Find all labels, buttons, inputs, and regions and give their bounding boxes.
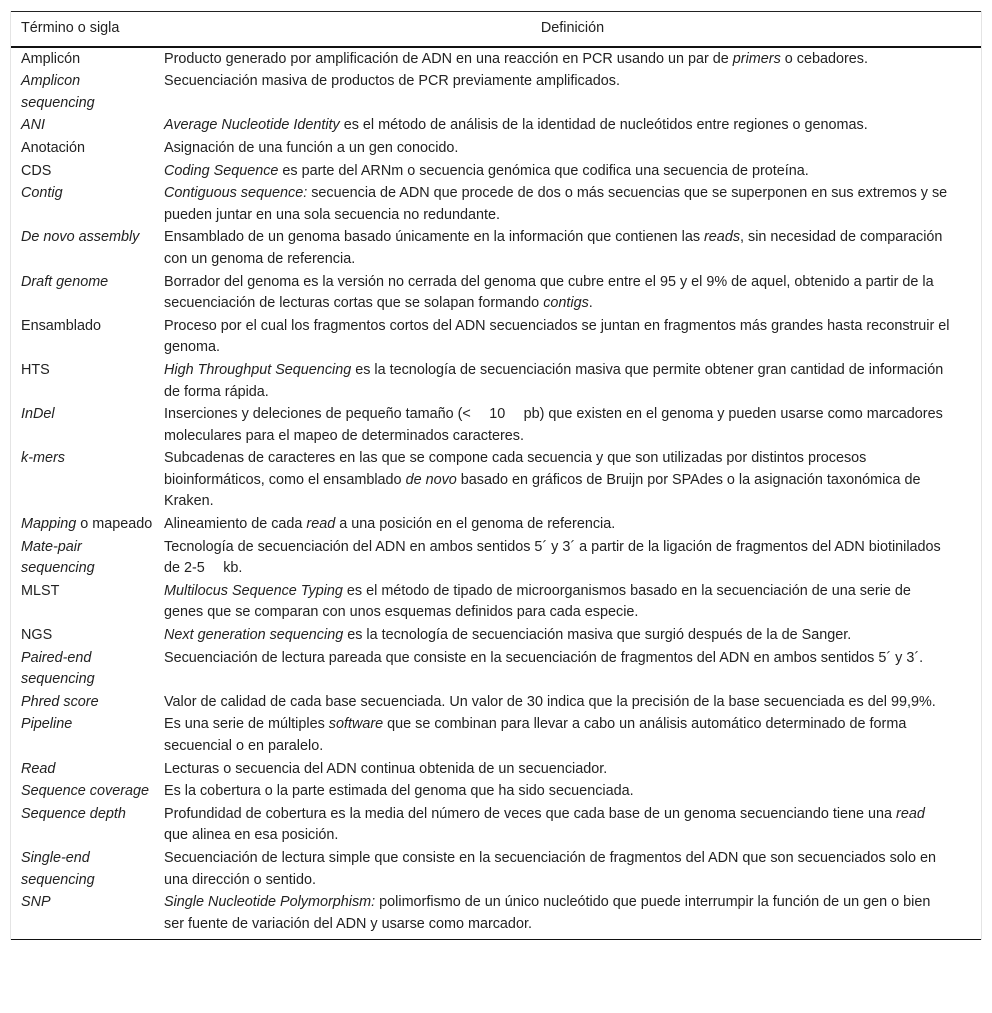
definition-segment: es la tecnología de secuenciación masiva que permite obtener gran cantidad de información de forma rápida. <box>164 361 944 400</box>
definition-cell <box>164 536 981 580</box>
definition-segment: Proceso por el cual los fragmentos cortos del ADN secuenciados se juntan en fragmentos más grandes hasta reconstruir el genoma. <box>164 317 950 356</box>
table-row <box>11 47 981 71</box>
term-cell <box>11 713 164 757</box>
term-segment: MLST <box>21 582 60 599</box>
definition-segment: Asignación de una función a un gen conocido. <box>164 139 459 156</box>
table-row <box>11 713 981 757</box>
definition-cell <box>164 271 981 315</box>
definition-segment: Secuenciación de lectura simple que consiste en la secuenciación de fragmentos del ADN que son secuenciados solo en una dirección o sentido. <box>164 849 936 888</box>
definition-segment: read <box>306 516 336 533</box>
definition-cell <box>164 226 981 270</box>
term-cell <box>11 513 164 536</box>
term-cell <box>11 182 164 226</box>
definition-cell <box>164 137 981 160</box>
glossary-table <box>11 11 981 940</box>
term-cell <box>11 624 164 647</box>
table-row <box>11 447 981 513</box>
table-header <box>11 12 981 47</box>
table-row <box>11 114 981 137</box>
term-segment: Paired-end sequencing <box>21 649 95 688</box>
table-row <box>11 758 981 781</box>
table-row <box>11 70 981 114</box>
table-row <box>11 137 981 160</box>
definition-segment: primers <box>732 50 781 67</box>
definition-cell <box>164 803 981 847</box>
table-row <box>11 182 981 226</box>
table-row <box>11 513 981 536</box>
table-row <box>11 403 981 447</box>
table-row <box>11 624 981 647</box>
table-row <box>11 271 981 315</box>
definition-segment: Secuenciación masiva de productos de PCR previamente amplificados. <box>164 73 620 90</box>
definition-cell <box>164 182 981 226</box>
term-cell <box>11 803 164 847</box>
definition-segment: que se combinan para llevar a cabo un análisis automático determinado de forma secuencial o en paralelo. <box>164 716 907 754</box>
definition-segment: Ensamblado de un genoma basado únicamente en la información que contienen las <box>164 229 705 246</box>
definition-cell <box>164 891 981 940</box>
header-row <box>11 12 981 47</box>
definition-segment: polimorfismo de un único nucleótido que puede interrumpir la función de un gen o bien ser fuente de variación del ADN y usarse como marcador. <box>164 894 931 932</box>
table-row <box>11 691 981 714</box>
term-segment: Sequence coverage <box>21 783 150 800</box>
term-cell <box>11 359 164 403</box>
definition-segment: Contiguous sequence: <box>164 185 308 202</box>
term-segment: De novo assembly <box>21 229 140 246</box>
term-segment: Mate-pair sequencing <box>21 538 95 577</box>
definition-cell <box>164 359 981 403</box>
glossary-table-container <box>10 11 982 940</box>
term-cell <box>11 847 164 891</box>
definition-segment: Es la cobertura o la parte estimada del genoma que ha sido secuenciada. <box>164 783 634 800</box>
term-cell <box>11 160 164 183</box>
definition-cell <box>164 47 981 71</box>
table-row <box>11 647 981 691</box>
term-segment: Contig <box>21 185 63 202</box>
definition-cell <box>164 160 981 183</box>
term-cell <box>11 691 164 714</box>
term-segment: Anotación <box>21 139 86 156</box>
definition-cell <box>164 70 981 114</box>
definition-cell <box>164 647 981 691</box>
term-cell <box>11 271 164 315</box>
definition-cell <box>164 624 981 647</box>
definition-segment: Coding Sequence <box>164 162 279 179</box>
definition-segment: Inserciones y deleciones de pequeño tamaño (< 10 pb) que existen en el genoma y pueden usarse como marcadores moleculares para el mapeo de determinados caracteres. <box>164 406 943 444</box>
definition-segment: read <box>896 805 925 822</box>
term-cell <box>11 114 164 137</box>
term-cell <box>11 780 164 803</box>
definition-segment: basado en gráficos de Bruijn por SPAdes o la asignación taxonómica de Kraken. <box>164 471 921 510</box>
definition-segment: secuencia de ADN que procede de dos o más secuencias que se superponen en sus extremos y se pueden juntar en una sola secuencia no redundante. <box>164 185 948 223</box>
term-cell <box>11 315 164 359</box>
term-cell <box>11 647 164 691</box>
definition-segment: Multilocus Sequence Typing <box>164 582 343 599</box>
table-row <box>11 226 981 270</box>
term-segment: Read <box>21 760 56 777</box>
term-segment: NGS <box>21 627 53 644</box>
definition-segment: es el método de análisis de la identidad de nucleótidos entre regiones o genomas. <box>339 117 868 134</box>
term-cell <box>11 137 164 160</box>
term-cell <box>11 447 164 513</box>
term-segment: SNP <box>21 894 51 911</box>
definition-segment: contigs <box>543 295 589 312</box>
definition-segment: Lecturas o secuencia del ADN continua obtenida de un secuenciador. <box>164 760 608 777</box>
definition-segment: es el método de tipado de microorganismos basado en la secuenciación de una serie de genes que se comparan con unos esquemas definidos para cada especie. <box>164 582 911 621</box>
definition-segment: de novo <box>405 471 457 488</box>
definition-segment: , sin necesidad de comparación con un genoma de referencia. <box>164 229 943 267</box>
table-row <box>11 580 981 624</box>
definition-segment: Average Nucleotide Identity <box>164 117 340 134</box>
term-segment: CDS <box>21 162 52 179</box>
term-segment: Draft genome <box>21 273 109 290</box>
definition-segment: Alineamiento de cada <box>164 516 307 533</box>
definition-cell <box>164 403 981 447</box>
definition-cell <box>164 758 981 781</box>
term-segment: Phred score <box>21 693 99 710</box>
header-term: Término o sigla <box>21 20 120 36</box>
definition-segment: reads <box>704 229 741 246</box>
table-row <box>11 780 981 803</box>
definition-segment: Secuenciación de lectura pareada que consiste en la secuenciación de fragmentos del ADN en ambos sentidos 5´ y 3´. <box>164 649 924 666</box>
term-segment: Amplicon sequencing <box>21 73 95 111</box>
term-segment: Pipeline <box>21 716 73 733</box>
definition-segment: software <box>328 716 384 733</box>
definition-segment: Producto generado por amplificación de ADN en una reacción en PCR usando un par de <box>164 50 733 67</box>
term-segment: Ensamblado <box>21 317 101 334</box>
table-row <box>11 891 981 940</box>
term-cell <box>11 536 164 580</box>
definition-segment: que alinea en esa posición. <box>164 827 339 844</box>
term-segment: Amplicón <box>21 50 81 67</box>
definition-segment: Borrador del genoma es la versión no cerrada del genoma que cubre entre el 95 y el 9% de aquel, obtenido a partir de la secuenciación de lecturas cortas que se solapan formando <box>164 273 934 312</box>
definition-segment: Subcadenas de caracteres en las que se compone cada secuencia y que son utilizadas por distintos procesos bioinformáticos, como el ensamblado <box>164 450 867 488</box>
term-cell <box>11 226 164 270</box>
term-segment: HTS <box>21 361 50 378</box>
definition-segment: . <box>588 295 593 312</box>
definition-cell <box>164 580 981 624</box>
table-row <box>11 536 981 580</box>
table-row <box>11 359 981 403</box>
definition-segment: o cebadores. <box>780 50 868 67</box>
definition-cell <box>164 780 981 803</box>
term-segment: Mapping <box>21 516 77 533</box>
term-segment: ANI <box>21 117 45 134</box>
definition-segment: Es una serie de múltiples <box>164 716 329 733</box>
definition-cell <box>164 713 981 757</box>
definition-segment: es la tecnología de secuenciación masiva que surgió después de la de Sanger. <box>343 627 852 644</box>
table-row <box>11 315 981 359</box>
term-cell <box>11 70 164 114</box>
definition-segment: High Throughput Sequencing <box>164 361 352 378</box>
term-segment: o mapeado <box>76 516 153 533</box>
header-definition: Definición <box>540 20 605 36</box>
term-segment: Single-end sequencing <box>21 849 95 888</box>
term-segment: Sequence depth <box>21 805 126 822</box>
table-row <box>11 803 981 847</box>
definition-cell <box>164 847 981 891</box>
term-segment: k-mers <box>21 450 65 467</box>
term-cell <box>11 580 164 624</box>
definition-cell <box>164 315 981 359</box>
definition-segment: Profundidad de cobertura es la media del número de veces que cada base de un genoma secuenciando tiene una <box>164 805 897 822</box>
definition-cell <box>164 114 981 137</box>
definition-segment: es parte del ARNm o secuencia genómica que codifica una secuencia de proteína. <box>278 162 809 179</box>
term-cell <box>11 403 164 447</box>
table-row <box>11 847 981 891</box>
definition-segment: a una posición en el genoma de referencia. <box>335 516 616 533</box>
term-segment: InDel <box>21 406 55 423</box>
term-cell <box>11 891 164 940</box>
table-body <box>11 47 981 940</box>
definition-segment: Tecnología de secuenciación del ADN en ambos sentidos 5´ y 3´ a partir de la ligación de fragmentos del ADN biotinilados de 2-5 kb. <box>164 538 941 577</box>
table-row <box>11 160 981 183</box>
definition-cell <box>164 447 981 513</box>
definition-cell <box>164 513 981 536</box>
definition-segment: Next generation sequencing <box>164 627 344 644</box>
definition-cell <box>164 691 981 714</box>
term-cell <box>11 47 164 71</box>
definition-segment: Single Nucleotide Polymorphism: <box>164 894 376 911</box>
definition-segment: Valor de calidad de cada base secuenciada. Un valor de 30 indica que la precisión de la base secuenciada es del 99,9%. <box>164 693 936 710</box>
term-cell <box>11 758 164 781</box>
